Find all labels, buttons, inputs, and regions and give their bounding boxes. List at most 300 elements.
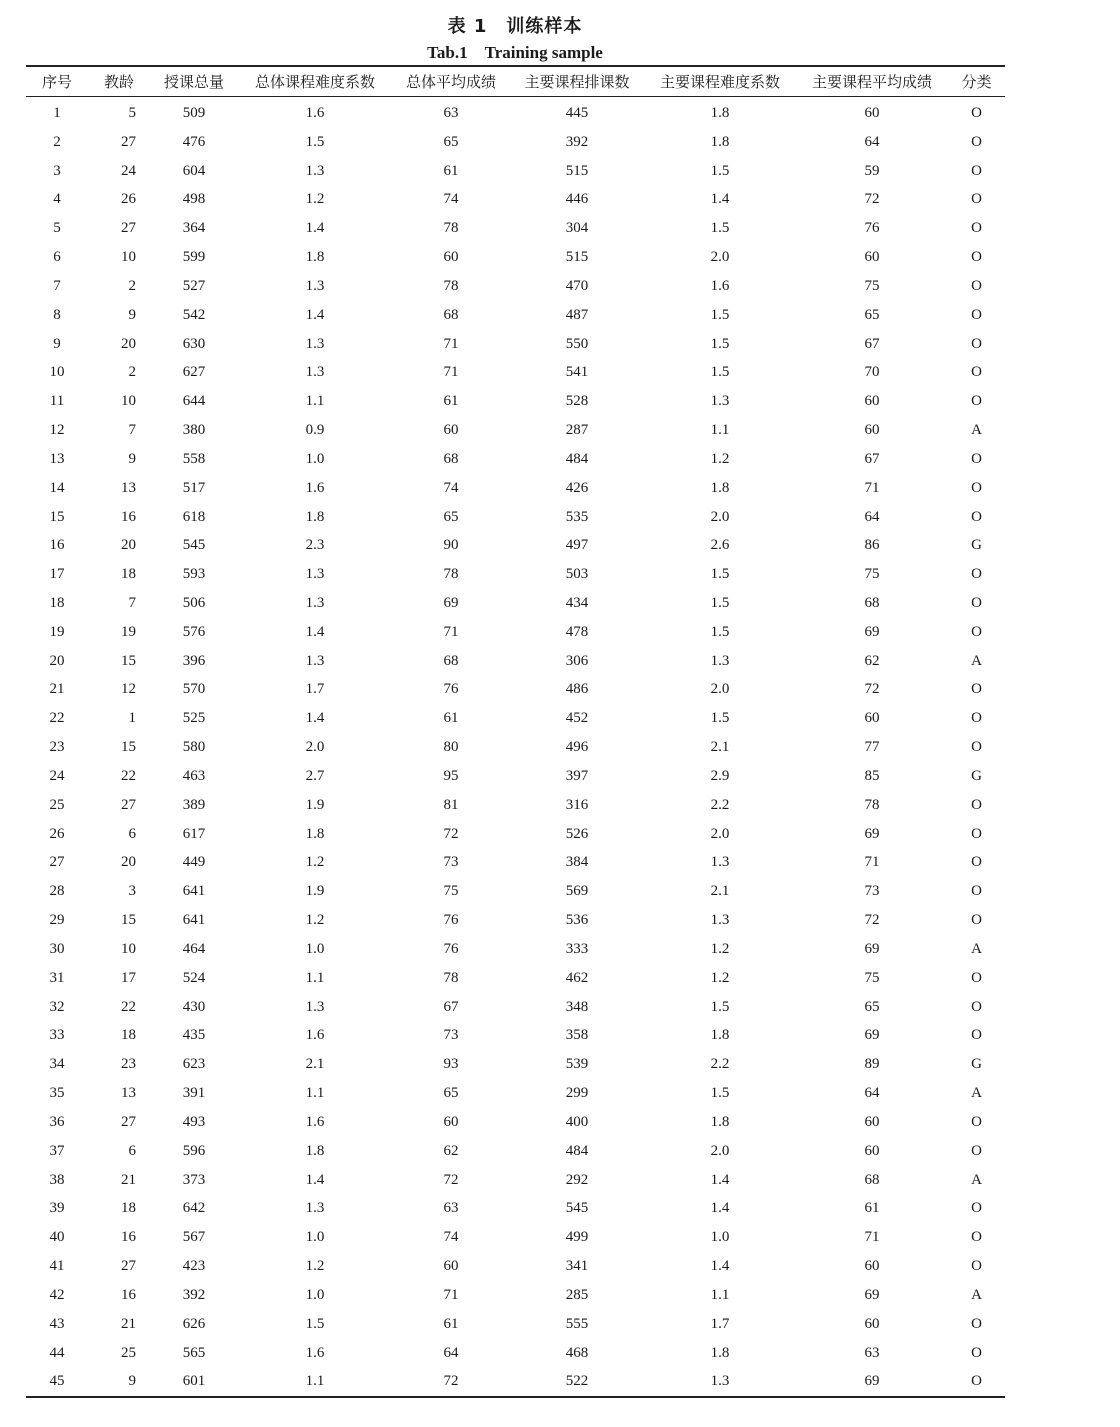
table-cell: 569 [565, 883, 589, 900]
table-cell: 292 [565, 1171, 589, 1188]
table-cell: 7 [128, 594, 136, 611]
table-cell: 32 [49, 998, 65, 1015]
table-cell: O [971, 277, 982, 294]
table-cell: 61 [443, 162, 459, 179]
table-cell: 25 [49, 796, 65, 813]
table-cell: O [971, 883, 982, 900]
table-cell: 71 [864, 854, 880, 871]
table-cell: 3 [128, 883, 136, 900]
table-cell: 435 [182, 1027, 206, 1044]
table-cell: 64 [864, 1085, 880, 1102]
table-cell: 1.2 [305, 912, 325, 929]
table-cell: G [971, 767, 982, 784]
table-cell: 1.2 [305, 191, 325, 208]
table-cell: 1.5 [305, 133, 325, 150]
table-cell: 21 [49, 681, 65, 698]
table-cell: 22 [49, 710, 65, 727]
table-cell: 71 [864, 479, 880, 496]
table-cell: 60 [443, 422, 459, 439]
table-cell: O [971, 998, 982, 1015]
table-cell: 69 [864, 1286, 880, 1303]
table-cell: 2.0 [305, 739, 325, 756]
table-row [26, 503, 1005, 532]
table-cell: 33 [49, 1027, 65, 1044]
table-row [26, 531, 1005, 560]
table-cell: 476 [182, 133, 206, 150]
table-cell: 626 [182, 1315, 206, 1332]
table-cell: 78 [443, 220, 459, 237]
table-cell: 62 [864, 652, 880, 669]
table-cell: O [971, 739, 982, 756]
table-cell: A [971, 940, 982, 957]
table-cell: 60 [864, 104, 880, 121]
table-cell: 2 [128, 364, 136, 381]
table-cell: 1.5 [710, 1085, 730, 1102]
table-cell: O [971, 479, 982, 496]
table-cell: 60 [443, 249, 459, 266]
table-cell: 7 [128, 422, 136, 439]
table-cell: 72 [392, 1367, 510, 1397]
table-cell: 44 [49, 1344, 65, 1361]
table-cell: 19 [121, 623, 136, 640]
table-cell: 9 [53, 335, 61, 352]
table-cell: 400 [565, 1113, 589, 1130]
table-cell: 67 [864, 450, 880, 467]
table-cell: 1.5 [710, 162, 730, 179]
table-cell: 1.5 [710, 623, 730, 640]
table-row [26, 1339, 1005, 1368]
table-cell: 1.5 [710, 220, 730, 237]
table-cell: 2.2 [710, 1056, 730, 1073]
table-cell: 1.6 [305, 1113, 325, 1130]
table-caption-zh: 表 1 训练样本 [447, 16, 583, 37]
table-cell: 1.3 [305, 566, 325, 583]
table-cell: 550 [565, 335, 589, 352]
table-cell: 74 [443, 1229, 459, 1246]
table-cell: 69 [864, 623, 880, 640]
table-row [26, 935, 1005, 964]
table-cell: 61 [864, 1200, 880, 1217]
table-cell: 72 [864, 681, 880, 698]
table-cell: 2.0 [710, 508, 730, 525]
table-cell: O [971, 1027, 982, 1044]
table-cell: 26 [49, 825, 65, 842]
col-teaching-years-header: 教龄 [88, 66, 150, 97]
table-cell: 1.0 [305, 1229, 325, 1246]
table-cell: 478 [565, 623, 589, 640]
table-cell: 576 [182, 623, 206, 640]
table-cell: 71 [443, 1286, 459, 1303]
table-row [26, 964, 1005, 993]
table-cell: 1.5 [710, 566, 730, 583]
table-cell: 517 [182, 479, 206, 496]
table-cell: 1.0 [305, 940, 325, 957]
table-cell: O [971, 133, 982, 150]
table-cell: 641 [182, 912, 206, 929]
table-cell: 4 [53, 191, 61, 208]
table-cell: 1.4 [305, 1171, 325, 1188]
table-cell: 18 [121, 1027, 136, 1044]
table-cell: 61 [443, 1315, 459, 1332]
table-cell: 62 [443, 1142, 459, 1159]
table-cell: 1.5 [710, 998, 730, 1015]
table-cell: 496 [565, 739, 589, 756]
table-cell: 12 [49, 422, 65, 439]
table-cell: 1.4 [305, 220, 325, 237]
table-cell: 65 [443, 133, 459, 150]
table-cell: 396 [182, 652, 206, 669]
table-cell: 0.9 [305, 422, 325, 439]
table-cell: 7 [53, 277, 61, 294]
table-cell: 1.5 [710, 335, 730, 352]
table-cell: 1.3 [710, 912, 730, 929]
table-cell: 85 [864, 767, 880, 784]
table-cell: 1.8 [710, 1344, 730, 1361]
table-row [26, 387, 1005, 416]
table-cell: O [971, 1200, 982, 1217]
table-cell: 65 [864, 306, 880, 323]
table-cell: 498 [182, 191, 206, 208]
table-cell: 630 [182, 335, 206, 352]
table-cell: 27 [121, 1113, 136, 1130]
table-cell: 23 [121, 1056, 136, 1073]
table-cell: 12 [121, 681, 136, 698]
table-cell: 34 [49, 1056, 65, 1073]
table-cell: O [971, 393, 982, 410]
table-cell: O [971, 306, 982, 323]
table-cell: 37 [49, 1142, 65, 1159]
table-cell: 26 [121, 191, 136, 208]
table-cell: 27 [121, 220, 136, 237]
table-cell: 75 [864, 566, 880, 583]
table-cell: 86 [864, 537, 880, 554]
table-cell: O [971, 1258, 982, 1275]
table-cell: 1.1 [238, 1367, 392, 1397]
table-cell: 316 [565, 796, 589, 813]
table-cell: 90 [443, 537, 459, 554]
col-total-hours-header: 授课总量 [150, 66, 238, 97]
table-cell: 1.5 [710, 710, 730, 727]
table-cell: 2.0 [710, 1142, 730, 1159]
table-cell: 1.8 [305, 249, 325, 266]
table-cell: 389 [182, 796, 206, 813]
table-row [26, 993, 1005, 1022]
table-cell: O [971, 249, 982, 266]
table-cell: 1.0 [305, 450, 325, 467]
table-cell: 304 [565, 220, 589, 237]
table-cell: O [971, 796, 982, 813]
col-overall-avg-score-header: 总体平均成绩 [392, 66, 510, 97]
table-cell: 72 [864, 912, 880, 929]
table-cell: 397 [565, 767, 589, 784]
table-cell: 599 [182, 249, 206, 266]
table-cell: 468 [565, 1344, 589, 1361]
table-cell: 22 [121, 998, 136, 1015]
table-row [26, 330, 1005, 359]
table-row [26, 1310, 1005, 1339]
table-row [26, 474, 1005, 503]
table-row [26, 877, 1005, 906]
table-cell: O [971, 710, 982, 727]
table-cell: 5 [128, 104, 136, 121]
table-cell: 72 [443, 825, 459, 842]
table-cell: 535 [565, 508, 589, 525]
table-cell: 10 [49, 364, 65, 381]
table-cell: O [971, 912, 982, 929]
table-cell: 524 [182, 969, 206, 986]
table-cell: 72 [443, 1171, 459, 1188]
table-cell: 59 [864, 162, 880, 179]
table-cell: 1.1 [710, 422, 730, 439]
table-cell: 423 [182, 1258, 206, 1275]
table-row [26, 157, 1005, 186]
col-index-header: 序号 [26, 66, 88, 97]
table-cell: 65 [443, 1085, 459, 1102]
table-cell: 81 [443, 796, 459, 813]
table-cell: 78 [443, 277, 459, 294]
table-cell: 618 [182, 508, 206, 525]
table-cell: 6 [53, 249, 61, 266]
table-cell: 463 [182, 767, 206, 784]
table-cell: 68 [864, 1171, 880, 1188]
table-cell: 384 [565, 854, 589, 871]
table-cell: 1.3 [305, 594, 325, 611]
table-cell: 341 [565, 1258, 589, 1275]
table-cell: 36 [49, 1113, 65, 1130]
table-cell: 2.1 [710, 739, 730, 756]
table-cell: 1.4 [710, 1200, 730, 1217]
table-cell: 61 [443, 393, 459, 410]
table-cell: O [971, 854, 982, 871]
table-cell: 16 [49, 537, 65, 554]
table-cell: O [971, 1315, 982, 1332]
table-cell: 499 [565, 1229, 589, 1246]
table-cell: 445 [565, 104, 589, 121]
table-cell: 8 [53, 306, 61, 323]
table-cell: 13 [121, 1085, 136, 1102]
table-cell: 13 [49, 450, 65, 467]
table-cell: 1 [128, 710, 136, 727]
table-cell: 1.6 [305, 1027, 325, 1044]
table-cell: 2.7 [305, 767, 325, 784]
table-cell: 1 [53, 104, 61, 121]
table-cell: 541 [565, 364, 589, 381]
table-cell: 76 [443, 940, 459, 957]
table-cell: O [971, 364, 982, 381]
table-row [26, 647, 1005, 676]
table-cell: 20 [121, 854, 136, 871]
table-cell: 642 [182, 1200, 206, 1217]
table-caption-en: Tab.1 Training sample [427, 43, 603, 62]
table-row [26, 676, 1005, 705]
table-cell: 509 [182, 104, 206, 121]
table-cell: 60 [864, 1113, 880, 1130]
table-cell: 14 [49, 479, 65, 496]
header-row [26, 66, 1005, 97]
table-cell: 567 [182, 1229, 206, 1246]
table-cell: 380 [182, 422, 206, 439]
table-cell: 1.4 [710, 1171, 730, 1188]
table-row [26, 272, 1005, 301]
col-class-header: 分类 [948, 66, 1005, 97]
table-cell: O [971, 220, 982, 237]
table-row [26, 733, 1005, 762]
table-cell: 1.3 [305, 1200, 325, 1217]
table-row [26, 849, 1005, 878]
table-cell: 60 [864, 422, 880, 439]
table-cell: 18 [121, 1200, 136, 1217]
table-cell: O [971, 104, 982, 121]
table-cell: 60 [864, 1315, 880, 1332]
table-cell: 306 [565, 652, 589, 669]
table-cell: 2.1 [710, 883, 730, 900]
table-cell: 5 [53, 220, 61, 237]
table-cell: 1.4 [710, 1258, 730, 1275]
table-cell: 348 [565, 998, 589, 1015]
table-cell: 68 [443, 450, 459, 467]
table-cell: 21 [121, 1171, 136, 1188]
table-cell: 1.9 [305, 796, 325, 813]
table-cell: O [971, 450, 982, 467]
table-cell: 392 [182, 1286, 206, 1303]
table-row [26, 97, 1005, 128]
table-cell: O [971, 1142, 982, 1159]
table-cell: 76 [864, 220, 880, 237]
col-main-difficulty-header: 主要课程难度系数 [644, 66, 796, 97]
table-cell: 63 [864, 1344, 880, 1361]
table-cell: 20 [121, 335, 136, 352]
table-cell: 1.8 [305, 825, 325, 842]
table-cell: 38 [49, 1171, 65, 1188]
table-cell: 18 [121, 566, 136, 583]
table-cell: 63 [443, 1200, 459, 1217]
table-cell: 434 [565, 594, 589, 611]
table-cell: 506 [182, 594, 206, 611]
table-cell: 60 [864, 710, 880, 727]
table-cell: 391 [182, 1085, 206, 1102]
table-cell: 60 [864, 249, 880, 266]
table-cell: O [971, 335, 982, 352]
table-cell: O [948, 1367, 1005, 1397]
table-cell: 71 [864, 1229, 880, 1246]
table-cell: A [971, 422, 982, 439]
table-cell: 1.5 [710, 594, 730, 611]
table-row [26, 1194, 1005, 1223]
table-row [26, 301, 1005, 330]
table-cell: 78 [443, 566, 459, 583]
table-cell: 1.3 [305, 335, 325, 352]
table-cell: 22 [121, 767, 136, 784]
table-row [26, 791, 1005, 820]
table-cell: 430 [182, 998, 206, 1015]
table-cell: 1.3 [710, 854, 730, 871]
table-cell: 93 [443, 1056, 459, 1073]
table-cell: 2.2 [710, 796, 730, 813]
table-cell: 503 [565, 566, 589, 583]
table-cell: O [971, 566, 982, 583]
table-cell: 539 [565, 1056, 589, 1073]
table-cell: 464 [182, 940, 206, 957]
table-cell: 63 [443, 104, 459, 121]
table-row [26, 416, 1005, 445]
table-cell: 60 [443, 1113, 459, 1130]
table-cell: 285 [565, 1286, 589, 1303]
table-row [26, 589, 1005, 618]
training-sample-table [26, 65, 1005, 1398]
table-cell: 604 [182, 162, 206, 179]
table-cell: 1.8 [710, 1027, 730, 1044]
table-cell: 644 [182, 393, 206, 410]
table-cell: 1.3 [305, 364, 325, 381]
table-row [26, 704, 1005, 733]
table-cell: 75 [443, 883, 459, 900]
table-cell: 77 [864, 739, 880, 756]
table-row [26, 1252, 1005, 1281]
table-row [26, 1108, 1005, 1137]
table-cell: 9 [88, 1367, 150, 1397]
table-cell: 558 [182, 450, 206, 467]
table-cell: O [971, 191, 982, 208]
table-cell: 1.8 [710, 479, 730, 496]
table-cell: 69 [864, 825, 880, 842]
table-cell: 75 [864, 969, 880, 986]
table-cell: 6 [128, 1142, 136, 1159]
table-cell: 1.8 [710, 104, 730, 121]
table-cell: 580 [182, 739, 206, 756]
table-cell: 627 [182, 364, 206, 381]
table-cell: 31 [49, 969, 65, 986]
table-cell: O [971, 1344, 982, 1361]
table-cell: 40 [49, 1229, 65, 1246]
table-cell: 2.0 [710, 825, 730, 842]
table-cell: A [971, 652, 982, 669]
table-cell: 364 [182, 220, 206, 237]
table-cell: 641 [182, 883, 206, 900]
table-cell: 1.8 [710, 1113, 730, 1130]
table-row [26, 445, 1005, 474]
table-cell: 95 [443, 767, 459, 784]
table-cell: 1.3 [644, 1367, 796, 1397]
table-cell: 15 [121, 739, 136, 756]
table-cell: 72 [864, 191, 880, 208]
table-cell: 27 [121, 133, 136, 150]
table-cell: 545 [182, 537, 206, 554]
table-cell: 1.0 [710, 1229, 730, 1246]
table-cell: 18 [49, 594, 65, 611]
table-cell: 73 [443, 1027, 459, 1044]
table-cell: 16 [121, 1286, 136, 1303]
table-cell: 28 [49, 883, 65, 900]
table-cell: 555 [565, 1315, 589, 1332]
table-cell: 1.6 [305, 1344, 325, 1361]
table-cell: 1.7 [710, 1315, 730, 1332]
table-cell: 1.3 [305, 277, 325, 294]
table-row [26, 1367, 1005, 1397]
table-cell: 1.6 [710, 277, 730, 294]
table-cell: 10 [121, 249, 136, 266]
table-cell: 358 [565, 1027, 589, 1044]
table-cell: 1.1 [710, 1286, 730, 1303]
table-cell: 449 [182, 854, 206, 871]
table-cell: 1.8 [710, 133, 730, 150]
table-cell: 16 [121, 1229, 136, 1246]
table-cell: 23 [49, 739, 65, 756]
table-cell: 3 [53, 162, 61, 179]
table-cell: 24 [49, 767, 65, 784]
table-cell: 76 [443, 681, 459, 698]
table-cell: 1.3 [305, 162, 325, 179]
table-cell: 78 [443, 969, 459, 986]
